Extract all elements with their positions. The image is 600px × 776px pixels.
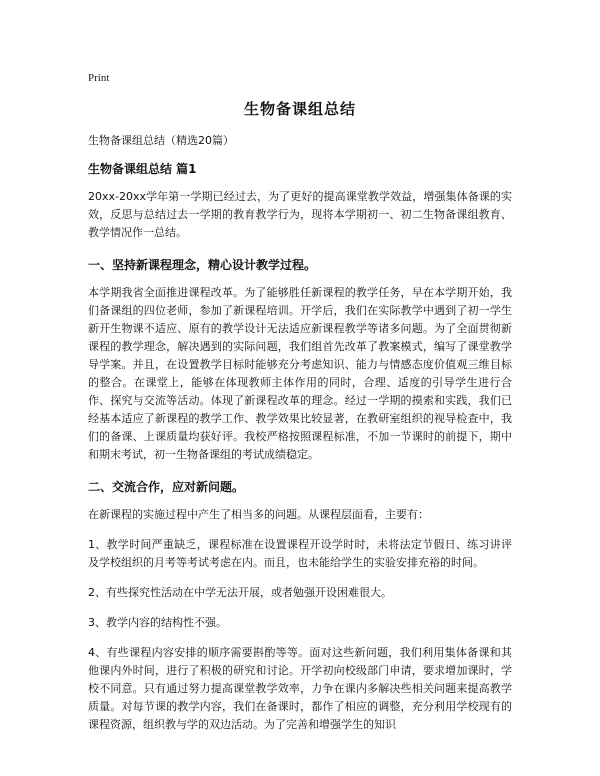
- list-item-2: 2、有些探究性活动在中学无法开展，或者勉强开设困难很大。: [88, 586, 392, 599]
- section2-intro: 在新课程的实施过程中产生了相当多的问题。从课程层面看，主要有：: [88, 508, 429, 521]
- section2-heading: 二、交流合作，应对新问题。: [88, 480, 245, 494]
- document-subtitle: 生物备课组总结（精选20篇）: [88, 134, 234, 147]
- print-link[interactable]: Print: [88, 72, 110, 84]
- list-item-4: 4、有些课程内容安排的顺序需要斟酌等等。面对这些新问题，我们利用集体备课和其他课内外时间，进行了积极的研究和讨论。开学初向校级部门申请，要求增加课时，学校不同意。只有通过努力提高课堂教学效率，力争在课内多解决些相关问题来提高教学质量。对每节课的教学内容，我们在备课时，都作了相应的调整，充分利用学校现有的课程资源，组织教与学的双边活动。为了完善和增强学生的知识: [88, 646, 512, 731]
- section1-paragraph: 本学期我省全面推进课程改革。为了能够胜任新课程的教学任务，早在本学期开始，我们备课组的四位老师，参加了新课程培训。开学后，我们在实际教学中遇到了初一学生新开生物课不适应、原有的教学设计无法适应新课程教学等诸多问题。为了全面贯彻新课程的教学理念，解决遇到的实际问题，我们组首先改革了教案模式，编写了课堂教学导学案。并且，在设置教学目标时能够充分考虑知识、能力与情感态度价值观三维目标的整合。在课堂上，能够在体现教师主体作用的同时，合理、适度的引导学生进行合作、探究与交流等活动。体现了新课程改革的理念。经过一学期的摸索和实践，我们已经基本适应了新课程的教学工作、教学效果比较显著，在教研室组织的视导检查中，我们的备课、上课质量均获好评。我校严格按照课程标准，不加一节课时的前提下，期中和期末考试，初一生物备课组的考试成绩稳定。: [88, 286, 512, 461]
- list-item-3: 3、教学内容的结构性不强。: [88, 616, 227, 629]
- document-body: [88, 132, 512, 734]
- intro-paragraph: 20xx-20xx学年第一学期已经过去，为了更好的提高课堂教学效益，增强集体备课的实效，反思与总结过去一学期的教育教学行为，现将本学期初一、初二生物备课组教育、教学情况作一总结。: [88, 190, 512, 239]
- page-title: 生物备课组总结: [243, 100, 356, 118]
- list-item-1: 1、教学时间严重缺乏，课程标准在设置课程开设学时时，未将法定节假日、练习讲评及学校组织的月考等考试考虑在内。而且，也未能给学生的实验安排充裕的时间。: [88, 538, 512, 569]
- section1-heading: 一、坚持新课程理念，精心设计教学过程。: [88, 258, 317, 272]
- article-title: 生物备课组总结 篇1: [88, 162, 197, 176]
